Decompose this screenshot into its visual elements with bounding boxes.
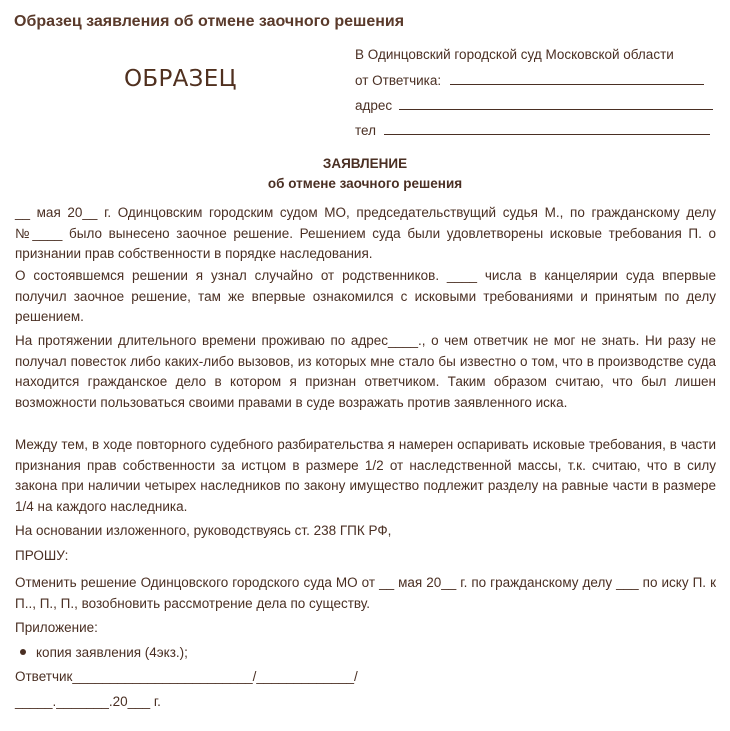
addressee-phone-row: [355, 122, 710, 138]
addressee-address-row: [355, 97, 713, 113]
paragraph-3: На протяжении длительного времени проживаю по адрес____., о чем ответчик не мог не знать. Ни разу не получал повесток либо каких-либо вызовов, из которых мне стало бы известно о том, что в производстве суда находится гражданское дело в котором я признан ответчиком. Таким образом считаю, что был лишен возможности пользоваться своими правами в суде возражать против заявленного иска.: [15, 333, 716, 410]
document-title: ЗАЯВЛЕНИЕ: [322, 156, 408, 171]
paragraph-1: __ мая 20__ г. Одинцовским городским судом МО, председательствущий судья М., по гражданскому делу №____ было вынесено заочное решение. Решением суда были удовлетворены исковые требования П. о признании прав собственности в порядке наследования.: [15, 205, 716, 262]
attachment-item: [20, 645, 188, 660]
date-line: _____._______.20___ г.: [15, 694, 161, 709]
document-subtitle: об отмене заочного решения: [267, 176, 463, 191]
signature-line: Ответчик________________________/_____________/: [15, 669, 358, 684]
addressee-court: В Одинцовский городской суд Московской области: [355, 47, 674, 62]
addressee-from-row: [355, 72, 704, 88]
from-blank: [450, 72, 704, 85]
attachment-text: копия заявления (4экз.);: [36, 645, 188, 660]
attachments-label: Приложение:: [15, 620, 98, 635]
basis-line: На основании изложенного, руководствуясь ст. 238 ГПК РФ,: [15, 523, 392, 538]
phone-blank: [384, 122, 710, 135]
address-blank: [399, 97, 713, 110]
paragraph-2: О состоявшемся решении я узнал случайно от родственников. ____ числа в канцелярии суда впервые получил заочное решение, там же впервые ознакомился с исковыми требованиями и принятым по делу решением.: [15, 268, 716, 325]
bullet-icon: [20, 649, 26, 655]
sample-stamp: ОБРАЗЕЦ: [124, 66, 237, 92]
request-text: Отменить решение Одинцовского городского суда МО от __ мая 20__ г. по гражданскому делу ___ по иску П. к П.., П., П., возобновить рассмотрение дела по существу.: [15, 575, 716, 611]
address-label: адрес: [355, 98, 393, 113]
phone-label: тел: [355, 123, 376, 138]
paragraph-4: Между тем, в ходе повторного судебного разбирательства я намерен оспаривать исковые требования, в части признания прав собственности за истцом в размере 1/2 от наследственной массы, т.к. считаю, что в силу закона при наличии четырех наследников по закону имущество подлежит разделу на равные части в размере 1/4 на каждого наследника.: [15, 437, 716, 514]
request-label: ПРОШУ:: [15, 548, 69, 563]
from-label: от Ответчика:: [355, 73, 442, 88]
page-title: Образец заявления об отмене заочного решения: [14, 13, 405, 30]
